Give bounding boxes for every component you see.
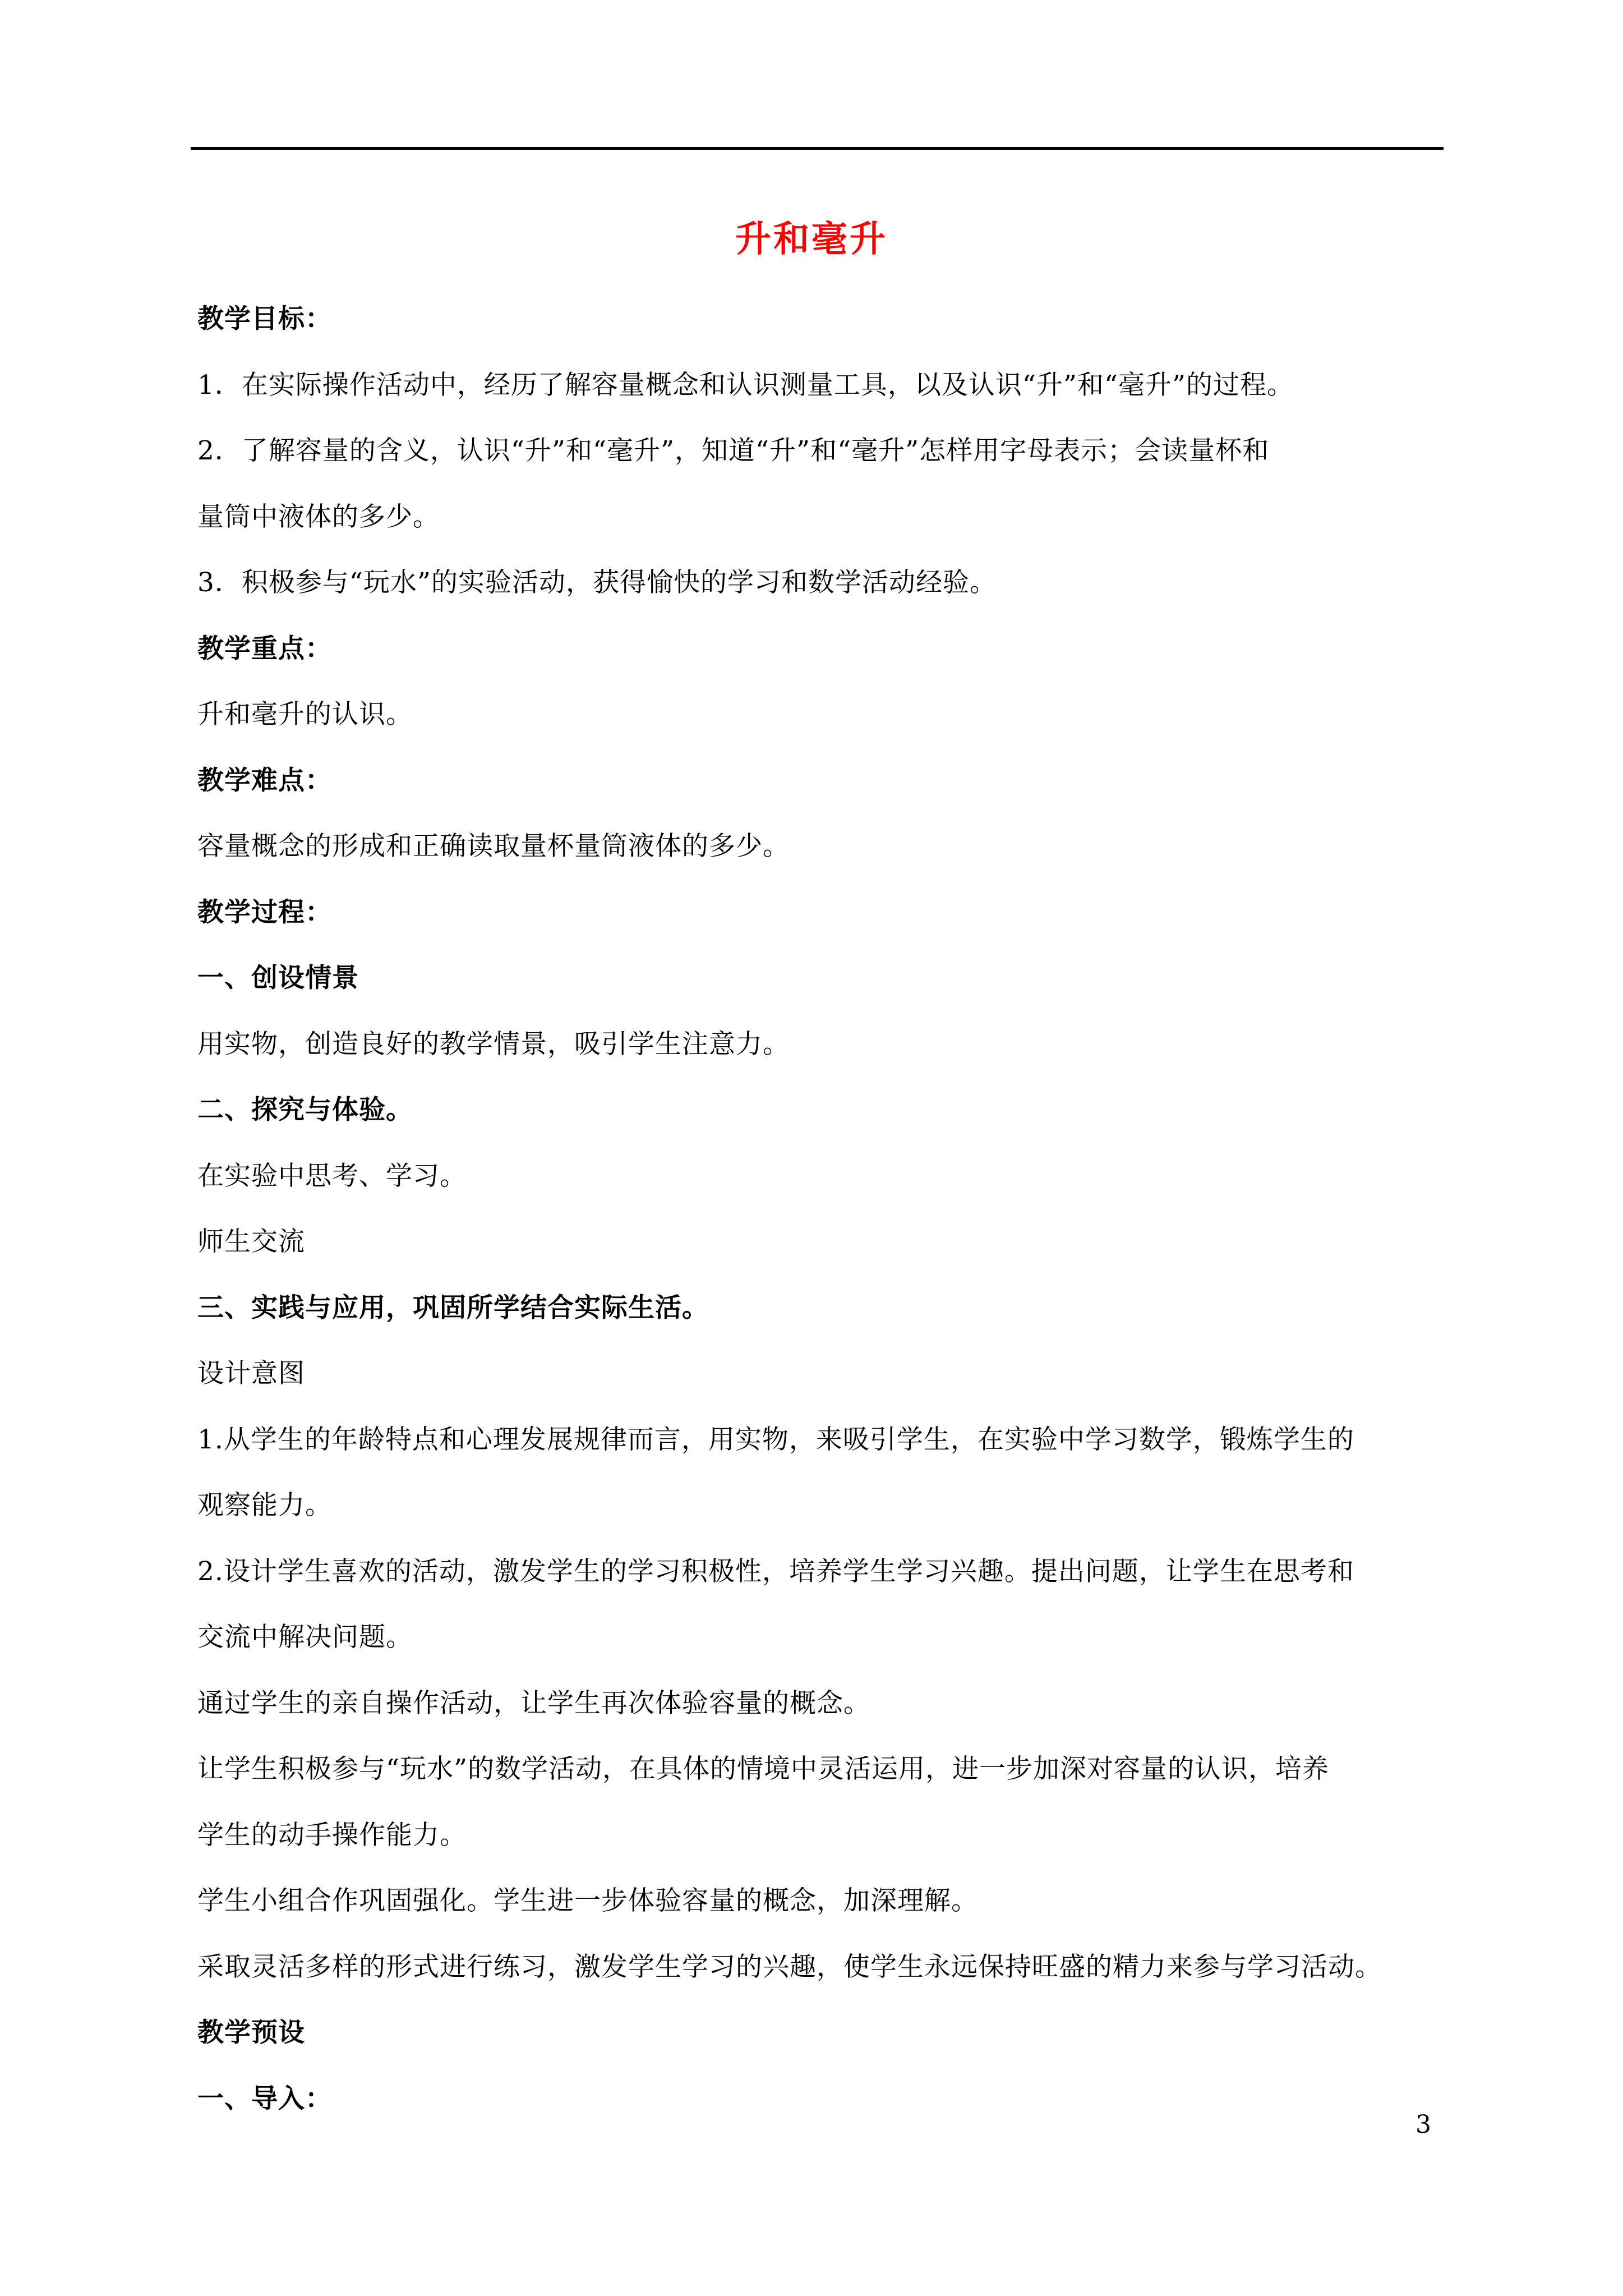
body-text-line: 量筒中液体的多少。 <box>197 501 440 532</box>
body-text-line: 1．在实际操作活动中，经历了解容量概念和认识测量工具，以及认识“升”和“毫升”的过程。 <box>197 369 1294 401</box>
section-heading: 教学重点： <box>197 633 332 664</box>
body-text-line: 设计意图 <box>197 1358 305 1389</box>
section-heading: 二、探究与体验。 <box>197 1094 413 1125</box>
body-text-line: 升和毫升的认识。 <box>197 699 413 730</box>
page-title: 升和毫升 <box>735 218 888 260</box>
body-text-line: 交流中解决问题。 <box>197 1622 413 1653</box>
body-text-line: 在实验中思考、学习。 <box>197 1160 467 1191</box>
body-text-line: 观察能力。 <box>197 1490 332 1521</box>
section-heading: 教学难点： <box>197 765 332 796</box>
body-text-line: 学生的动手操作能力。 <box>197 1819 467 1851</box>
body-text-line: 2.设计学生喜欢的活动，激发学生的学习积极性，培养学生学习兴趣。提出问题，让学生在思考和 <box>197 1556 1354 1587</box>
section-heading: 教学目标： <box>197 303 332 334</box>
body-text-line: 2．了解容量的含义，认识“升”和“毫升”，知道“升”和“毫升”怎样用字母表示；会读量杯和 <box>197 435 1270 466</box>
body-text-line: 学生小组合作巩固强化。学生进一步体验容量的概念，加深理解。 <box>197 1885 978 1916</box>
body-text-line: 用实物，创造良好的教学情景，吸引学生注意力。 <box>197 1028 790 1060</box>
body-text-line: 采取灵活多样的形式进行练习，激发学生学习的兴趣，使学生永远保持旺盛的精力来参与学习活动。 <box>197 1951 1382 1982</box>
section-heading: 教学预设 <box>197 2017 305 2048</box>
body-text-line: 容量概念的形成和正确读取量杯量筒液体的多少。 <box>197 831 790 862</box>
section-heading: 教学过程： <box>197 896 332 928</box>
body-text-line: 师生交流 <box>197 1226 305 1257</box>
page-number: 3 <box>1415 2110 1431 2139</box>
section-heading: 一、创设情景 <box>197 963 359 993</box>
body-text-line: 通过学生的亲自操作活动，让学生再次体验容量的概念。 <box>197 1687 870 1719</box>
body-text-line: 让学生积极参与“玩水”的数学活动，在具体的情境中灵活运用，进一步加深对容量的认识，培养 <box>197 1754 1330 1784</box>
document-body <box>197 286 1442 2132</box>
body-text-line: 1.从学生的年龄特点和心理发展规律而言，用实物，来吸引学生，在实验中学习数学，锻炼学生的 <box>197 1424 1354 1455</box>
header-rule <box>191 147 1444 150</box>
body-text-line: 3．积极参与“玩水”的实验活动，获得愉快的学习和数学活动经验。 <box>197 567 997 598</box>
section-heading: 三、实践与应用，巩固所学结合实际生活。 <box>197 1292 709 1323</box>
section-heading: 一、导入： <box>197 2083 332 2114</box>
